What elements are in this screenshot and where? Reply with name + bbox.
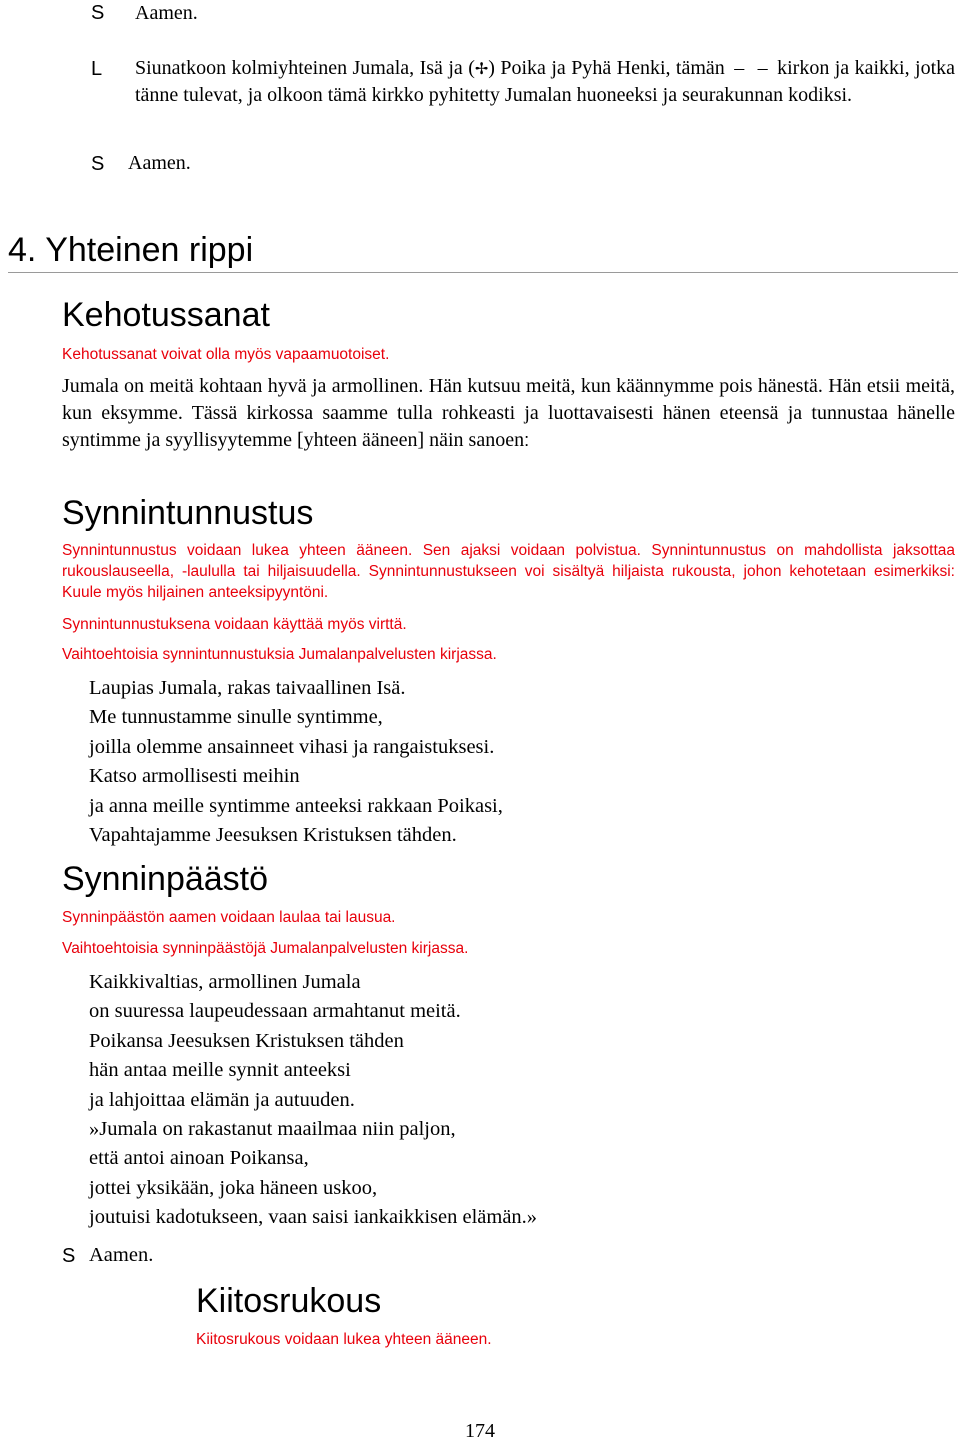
speaker-s: S — [91, 153, 105, 175]
rubric: Kiitosrukous voidaan lukea yhteen ääneen. — [196, 1331, 492, 1348]
rubric: Kehotussanat voivat olla myös vapaamuotoiset. — [62, 346, 390, 363]
absolution-prayer — [89, 968, 537, 1233]
prayer-line: »Jumala on rakastanut maailmaa niin paljon, — [89, 1118, 456, 1141]
section-number: 4. — [8, 231, 37, 269]
prayer-line: on suuressa laupeudessaan armahtanut meitä. — [89, 1000, 461, 1023]
speaker-l: L — [91, 58, 103, 80]
section-rule — [8, 272, 958, 273]
heading-synninpaasto: Synninpäästö — [62, 860, 269, 898]
prayer-line: Katso armollisesti meihin — [89, 765, 300, 788]
prayer-line: ja lahjoittaa elämän ja autuuden. — [89, 1088, 355, 1111]
heading-kiitosrukous: Kiitosrukous — [196, 1282, 382, 1320]
blessing-text: Siunatkoon kolmiyhteinen Jumala, Isä ja (✢) Poika ja Pyhä Henki, tämän – – kirkon ja kaikki, jotka tänne tulevat, ja olkoon tämä kirkko pyhitetty Jumalan huoneeksi ja seurakunnan kodiksi. — [135, 57, 956, 106]
section-title — [8, 231, 253, 270]
rubric: Vaihtoehtoisia synnintunnustuksia Jumalanpalvelusten kirjassa. — [62, 646, 497, 663]
prayer-line: Laupias Jumala, rakas taivaallinen Isä. — [89, 677, 406, 699]
confession-prayer — [89, 674, 503, 850]
invitation-text: Jumala on meitä kohtaan hyvä ja armollinen. Hän kutsuu meitä, kun käännymme pois hänestä. Hän etsii meitä, kun eksymme. Tässä kirkossa saamme tulla rohkeasti ja luottavaisesti hänen eteensä ja tunnustaa hänelle syntimme ja syyllisyytemme [yhteen ääneen] näin sanoen: — [62, 375, 955, 451]
prayer-line: että antoi ainoan Poikansa, — [89, 1147, 309, 1170]
prayer-line: Vapahtajamme Jeesuksen Kristuksen tähden. — [89, 824, 457, 847]
heading-synnintunnustus: Synnintunnustus — [62, 494, 314, 532]
response-text: Aamen. — [128, 152, 191, 174]
heading-kehotussanat: Kehotussanat — [62, 296, 270, 334]
rubric: Synnintunnustus voidaan lukea yhteen ääneen. Sen ajaksi voidaan polvistua. Synnintunnustus on mahdollista jaksottaa rukouslauseella, -laululla tai hiljaisuudella. Synnintunnustukseen voi sisältyä hiljaista rukousta, johon kehotetaan esimerkiksi: Kuule myös hiljainen anteeksipyyntöni. — [62, 542, 955, 601]
prayer-line: Kaikkivaltias, armollinen Jumala — [89, 971, 361, 993]
rubric: Synninpäästön aamen voidaan laulaa tai lausua. — [62, 909, 396, 926]
prayer-line: Poikansa Jeesuksen Kristuksen tähden — [89, 1029, 404, 1052]
speaker-s: S — [62, 1245, 76, 1267]
prayer-line: ja anna meille syntimme anteeksi rakkaan Poikasi, — [89, 794, 503, 817]
cross-icon: ✢ — [474, 59, 489, 78]
response-text: Aamen. — [89, 1244, 154, 1266]
section-name: Yhteinen rippi — [45, 231, 254, 269]
prayer-line: hän antaa meille synnit anteeksi — [89, 1059, 351, 1082]
page-number: 174 — [465, 1420, 495, 1442]
prayer-line: joilla olemme ansainneet vihasi ja rangaistuksesi. — [89, 735, 495, 758]
rubric: Synnintunnustuksena voidaan käyttää myös virttä. — [62, 616, 407, 633]
prayer-line: joutuisi kadotukseen, vaan saisi iankaikkisen elämän.» — [89, 1206, 538, 1229]
prayer-line: jottei yksikään, joka häneen uskoo, — [89, 1176, 378, 1199]
prayer-line: Me tunnustamme sinulle syntimme, — [89, 706, 383, 729]
response-text: Aamen. — [135, 2, 198, 24]
rubric: Vaihtoehtoisia synninpäästöjä Jumalanpalvelusten kirjassa. — [62, 940, 469, 957]
speaker-s: S — [91, 2, 105, 24]
